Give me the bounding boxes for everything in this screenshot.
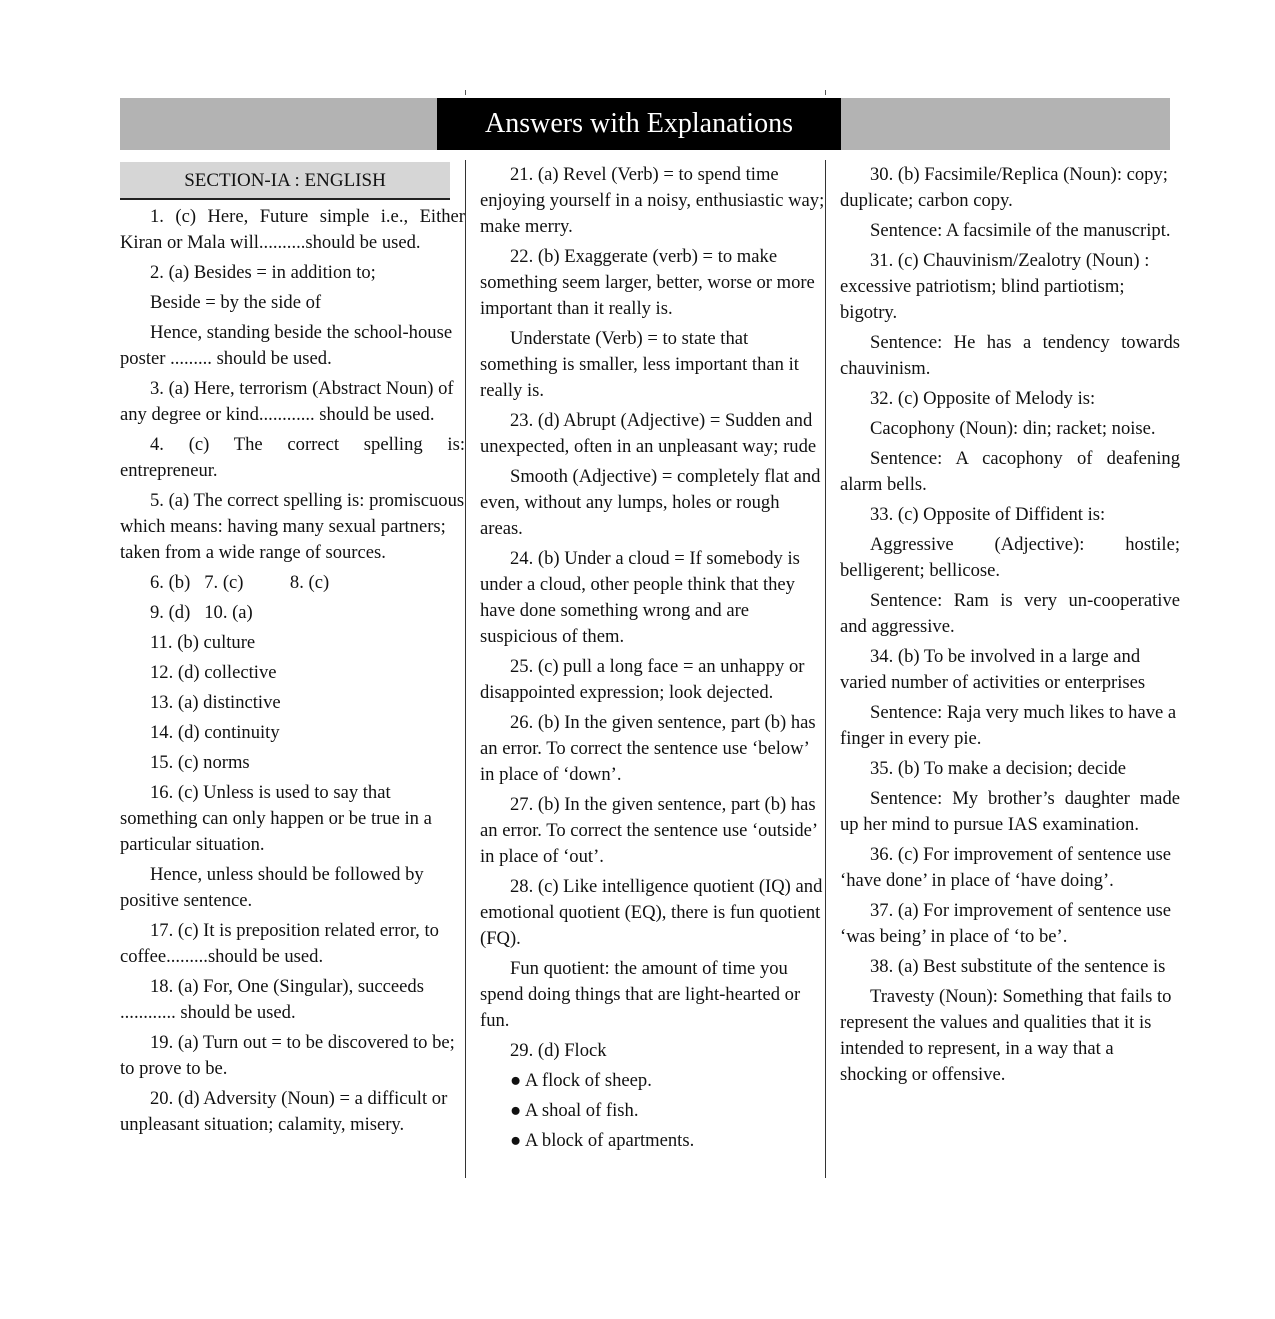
column-1 (120, 162, 465, 1142)
page-title: Answers with Explanations (437, 98, 841, 150)
answer-16: 16. (c) Unless is used to say that something can only happen or be true in a particular situation. (120, 782, 432, 855)
answer-33-aggressive: Aggressive (Adjective): hostile; belligerent; bellicose. (840, 534, 1180, 581)
answer-22: 22. (b) Exaggerate (verb) = to make something seem larger, better, worse or more important than it really is. (480, 246, 815, 319)
answer-32: 32. (c) Opposite of Melody is: (870, 388, 1096, 409)
answer-34: 34. (b) To be involved in a large and varied number of activities or enterprises (840, 646, 1146, 693)
answer-28: 28. (c) Like intelligence quotient (IQ) and emotional quotient (EQ), there is fun quotient (FQ). (480, 876, 823, 949)
answer-27: 27. (b) In the given sentence, part (b) has an error. To correct the sentence use ‘outside’ in place of ‘out’. (480, 794, 817, 867)
answer-2-beside: Beside = by the side of (150, 292, 322, 313)
answer-15: 15. (c) norms (150, 752, 250, 773)
answer-30: 30. (b) Facsimile/Replica (Noun): copy; duplicate; carbon copy. (840, 164, 1168, 211)
answer-4: 4. (c) The correct spelling is: entrepreneur. (120, 434, 465, 481)
answer-18: 18. (a) For, One (Singular), succeeds ............ should be used. (120, 976, 424, 1023)
answer-17: 17. (c) It is preposition related error, to coffee.........should be used. (120, 920, 439, 967)
answer-22-understate: Understate (Verb) = to state that something is smaller, less important than it really is. (480, 328, 799, 401)
header-banner (120, 98, 1170, 150)
answer-29-bullet-1: ● A flock of sheep. (510, 1070, 652, 1091)
answer-34-sentence: Sentence: Raja very much likes to have a finger in every pie. (840, 702, 1177, 749)
column-2 (480, 162, 825, 1158)
answer-35: 35. (b) To make a decision; decide (870, 758, 1126, 779)
answer-13: 13. (a) distinctive (150, 692, 281, 713)
answer-20: 20. (d) Adversity (Noun) = a difficult or unpleasant situation; calamity, misery. (120, 1088, 448, 1135)
answer-37: 37. (a) For improvement of sentence use ‘was being’ in place of ‘to be’. (840, 900, 1172, 947)
answer-38-travesty: Travesty (Noun): Something that fails to represent the values and qualities that it is intended to represent, in a way that a shocking or offensive. (840, 986, 1172, 1085)
answer-31-sentence: Sentence: He has a tendency towards chauvinism. (840, 332, 1180, 379)
answer-23: 23. (d) Abrupt (Adjective) = Sudden and unexpected, often in an unpleasant way; rude (480, 410, 817, 457)
answer-31: 31. (c) Chauvinism/Zealotry (Noun) : excessive patriotism; blind partiotism; bigotry. (840, 250, 1150, 323)
answer-32-cacophony: Cacophony (Noun): din; racket; noise. (870, 418, 1156, 439)
crop-mark-left (465, 90, 466, 95)
answer-25: 25. (c) pull a long face = an unhappy or disappointed expression; look dejected. (480, 656, 805, 703)
answer-33: 33. (c) Opposite of Diffident is: (870, 504, 1106, 525)
answer-2-hence: Hence, standing beside the school-house poster ......... should be used. (120, 322, 453, 369)
answer-23-smooth: Smooth (Adjective) = completely flat and even, without any lumps, holes or rough areas. (480, 466, 821, 539)
answer-33-sentence: Sentence: Ram is very un-cooperative and aggressive. (840, 590, 1180, 637)
answer-19: 19. (a) Turn out = to be discovered to be; to prove to be. (120, 1032, 455, 1079)
answer-5: 5. (a) The correct spelling is: promiscuous which means: having many sexual partners; taken from a wide range of sources. (120, 490, 465, 563)
answer-16-hence: Hence, unless should be followed by positive sentence. (120, 864, 424, 911)
answer-3: 3. (a) Here, terrorism (Abstract Noun) of any degree or kind............ should be used. (120, 378, 454, 425)
answer-26: 26. (b) In the given sentence, part (b) has an error. To correct the sentence use ‘below’ in place of ‘down’. (480, 712, 816, 785)
crop-mark-right (825, 90, 826, 95)
answer-24: 24. (b) Under a cloud = If somebody is under a cloud, other people think that they have done something wrong and are suspicious of them. (480, 548, 800, 647)
answer-9-10: 9. (d) 10. (a) (150, 602, 253, 623)
column-divider-2 (825, 160, 826, 1178)
answer-38: 38. (a) Best substitute of the sentence is (870, 956, 1166, 977)
answer-12: 12. (d) collective (150, 662, 277, 683)
answer-21: 21. (a) Revel (Verb) = to spend time enjoying yourself in a noisy, enthusiastic way; make merry. (480, 164, 825, 237)
column-3 (840, 162, 1180, 1092)
column-divider-1 (465, 160, 466, 1178)
answer-29-bullet-3: ● A block of apartments. (510, 1130, 695, 1151)
answer-2: 2. (a) Besides = in addition to; (150, 262, 376, 283)
answer-11: 11. (b) culture (150, 632, 256, 653)
answer-32-sentence: Sentence: A cacophony of deafening alarm bells. (840, 448, 1180, 495)
answer-29: 29. (d) Flock (510, 1040, 607, 1061)
answer-6-8: 6. (b) 7. (c) 8. (c) (150, 572, 330, 593)
section-heading: SECTION-IA : ENGLISH (120, 162, 450, 200)
answer-28-fun-quotient: Fun quotient: the amount of time you spend doing things that are light-hearted or fun. (480, 958, 801, 1031)
answer-29-bullet-2: ● A shoal of fish. (510, 1100, 639, 1121)
answer-35-sentence: Sentence: My brother’s daughter made up her mind to pursue IAS examination. (840, 788, 1180, 835)
answer-1: 1. (c) Here, Future simple i.e., Either Kiran or Mala will..........should be used. (120, 206, 465, 253)
answer-36: 36. (c) For improvement of sentence use ‘have done’ in place of ‘have doing’. (840, 844, 1172, 891)
answer-30-sentence: Sentence: A facsimile of the manuscript. (870, 220, 1171, 241)
answer-14: 14. (d) continuity (150, 722, 280, 743)
